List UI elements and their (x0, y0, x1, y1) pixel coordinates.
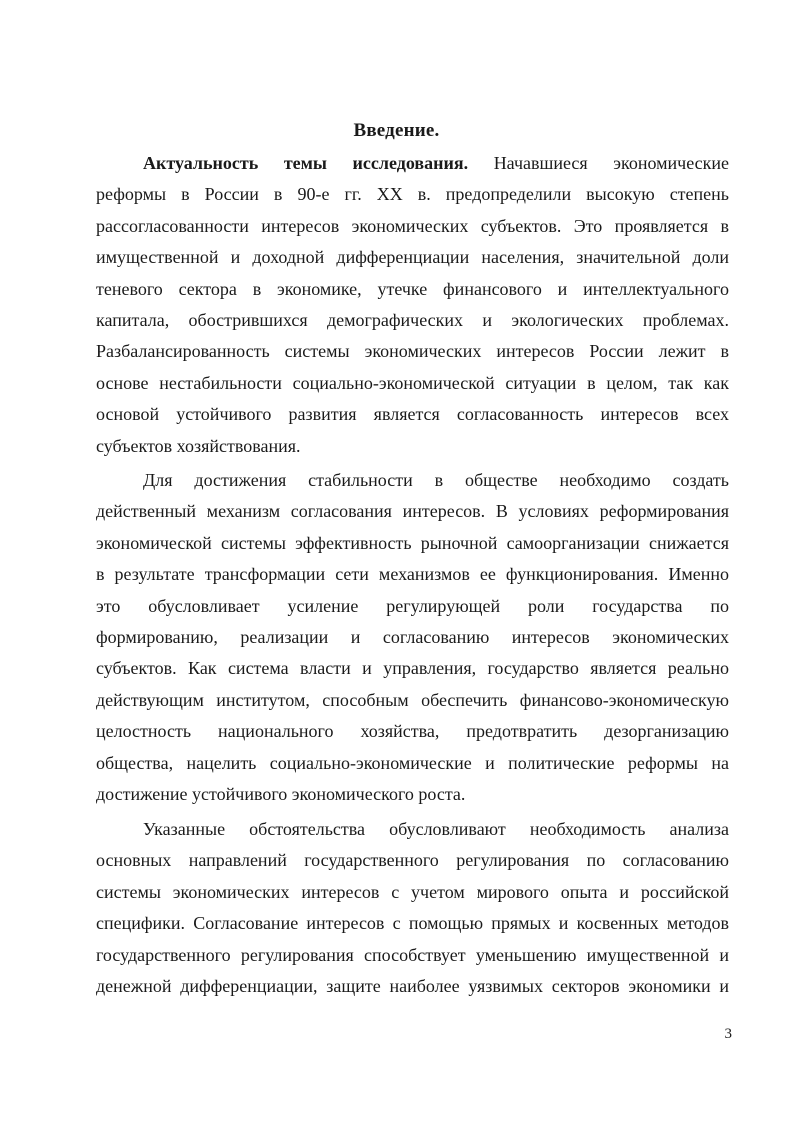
text-line: основных направлений государственного регулирования по согласованию (96, 850, 729, 871)
text-line: теневого сектора в экономике, утечке финансового и интеллектуального (96, 278, 729, 299)
text-line: Разбалансированность системы экономических интересов России лежит в (96, 341, 729, 362)
text-line: государственного регулирования способствует уменьшению имущественной и (96, 944, 729, 965)
text-line-last: субъектов хозяйствования. (96, 435, 301, 456)
paragraph-analysis (96, 814, 729, 1002)
paragraph-mechanism (96, 465, 729, 810)
text-line: целостность национального хозяйства, предотвратить дезорганизацию (96, 721, 729, 742)
first-line-rest: Начавшиеся экономические (493, 153, 729, 173)
paragraph-first-line: Указанные обстоятельства обусловливают необходимость анализа (143, 819, 729, 839)
text-line: экономической системы эффективность рыночной самоорганизации снижается (96, 532, 729, 553)
text-line: в результате трансформации сети механизмов ее функционирования. Именно (96, 564, 729, 585)
lead-word: темы (283, 153, 327, 173)
lead-word: исследования. (352, 153, 469, 173)
text-line: капитала, обострившихся демографических и экологических проблемах. (96, 309, 729, 330)
text-line: денежной дифференциации, защите наиболее уязвимых секторов экономики и (96, 975, 729, 996)
text-line: реформы в России в 90-е гг. XX в. предопределили высокую степень (96, 184, 729, 205)
lead-word: Актуальность (143, 153, 259, 173)
text-line: рассогласованности интересов экономических субъектов. Это проявляется в (96, 215, 729, 236)
text-line: действенный механизм согласования интересов. В условиях реформирования (96, 501, 729, 522)
text-line: системы экономических интересов с учетом мирового опыта и российской (96, 881, 729, 902)
text-line-last: достижение устойчивого экономического роста. (96, 783, 466, 804)
page-number: 3 (724, 1026, 732, 1042)
text-line: основой устойчивого развития является согласованность интересов всех (96, 404, 729, 425)
section-heading: Введение. (353, 120, 440, 141)
text-line: формированию, реализации и согласованию интересов экономических (96, 626, 729, 647)
paragraph-first-line: Для достижения стабильности в обществе необходимо создать (143, 470, 729, 490)
text-line: общества, нацелить социально-экономические и политические реформы на (96, 752, 729, 773)
text-line: это обусловливает усиление регулирующей роли государства по (96, 595, 729, 616)
text-line: основе нестабильности социально-экономической ситуации в целом, так как (96, 372, 729, 393)
text-line: имущественной и доходной дифференциации населения, значительной доли (96, 247, 729, 268)
text-line: специфики. Согласование интересов с помощью прямых и косвенных методов (96, 913, 729, 934)
text-line: действующим институтом, способным обеспечить финансово-экономическую (96, 689, 729, 710)
paragraph-first-line (96, 148, 729, 179)
paragraph-relevance (96, 148, 729, 462)
text-line: субъектов. Как система власти и управления, государство является реально (96, 658, 729, 679)
